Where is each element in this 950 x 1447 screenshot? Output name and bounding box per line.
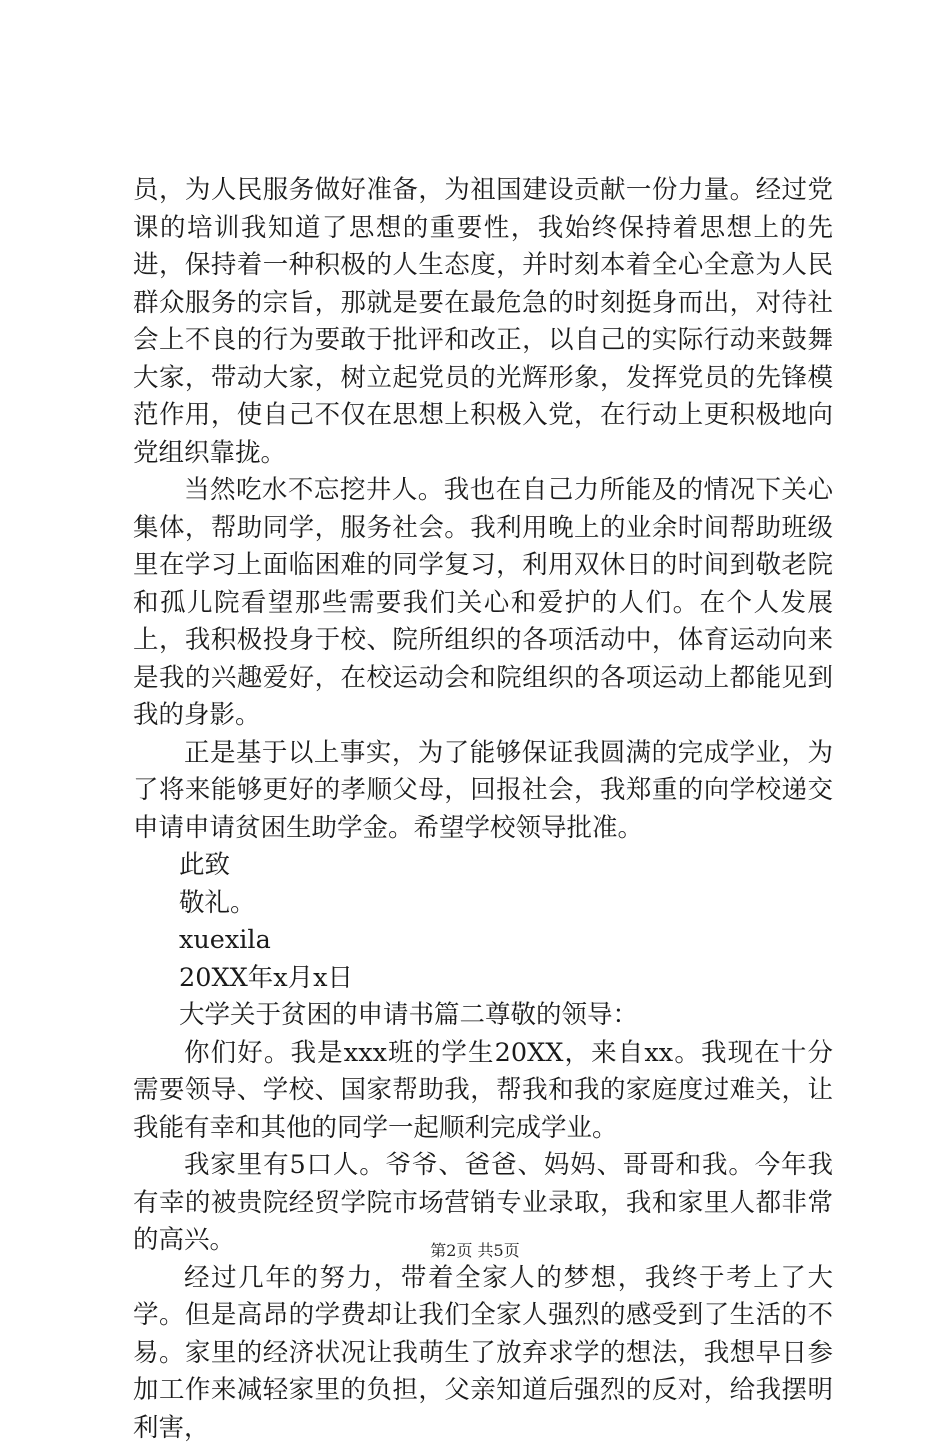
paragraph-10: 我家里有5口人。爷爷、爸爸、妈妈、哥哥和我。今年我有幸的被贵院经贸学院市场营销专业录取，我和家里人都非常的高兴。 bbox=[133, 1147, 833, 1260]
paragraph-3: 正是基于以上事实，为了能够保证我圆满的完成学业，为了将来能够更好的孝顺父母，回报社会，我郑重的向学校递交申请申请贫困生助学金。希望学校领导批准。 bbox=[133, 735, 833, 848]
section-heading: 大学关于贫困的申请书篇二尊敬的领导： bbox=[133, 997, 833, 1035]
paragraph-1: 员，为人民服务做好准备，为祖国建设贡献一份力量。经过党课的培训我知道了思想的重要性，我始终保持着思想上的先进，保持着一种积极的人生态度，并时刻本着全心全意为人民群众服务的宗旨，那就是要在最危急的时刻挺身而出，对待社会上不良的行为要敢于批评和改正，以自己的实际行动来鼓舞大家，带动大家，树立起党员的光辉形象，发挥党员的先锋模范作用，使自己不仅在思想上积极入党，在行动上更积极地向党组织靠拢。 bbox=[133, 172, 833, 472]
date-line: 20XX年x月x日 bbox=[133, 960, 833, 998]
paragraph-2: 当然吃水不忘挖井人。我也在自己力所能及的情况下关心集体，帮助同学，服务社会。我利用晚上的业余时间帮助班级里在学习上面临困难的同学复习，利用双休日的时间到敬老院和孤儿院看望那些需要我们关心和爱护的人们。在个人发展上，我积极投身于校、院所组织的各项活动中，体育运动向来是我的兴趣爱好，在校运动会和院组织的各项运动上都能见到我的身影。 bbox=[133, 472, 833, 735]
closing-line: 敬礼。 bbox=[133, 885, 833, 923]
page-number-footer: 第2页 共5页 bbox=[0, 1241, 950, 1261]
paragraph-9: 你们好。我是xxx班的学生20XX，来自xx。我现在十分需要领导、学校、国家帮助我，帮我和我的家庭度过难关，让我能有幸和其他的同学一起顺利完成学业。 bbox=[133, 1035, 833, 1148]
salutation-line: 此致 bbox=[133, 847, 833, 885]
signature-line: xuexila bbox=[133, 922, 833, 960]
paragraph-11: 经过几年的努力，带着全家人的梦想，我终于考上了大学。但是高昂的学费却让我们全家人强烈的感受到了生活的不易。家里的经济状况让我萌生了放弃求学的想法，我想早日参加工作来减轻家里的负担，父亲知道后强烈的反对，给我摆明利害， bbox=[133, 1260, 833, 1447]
